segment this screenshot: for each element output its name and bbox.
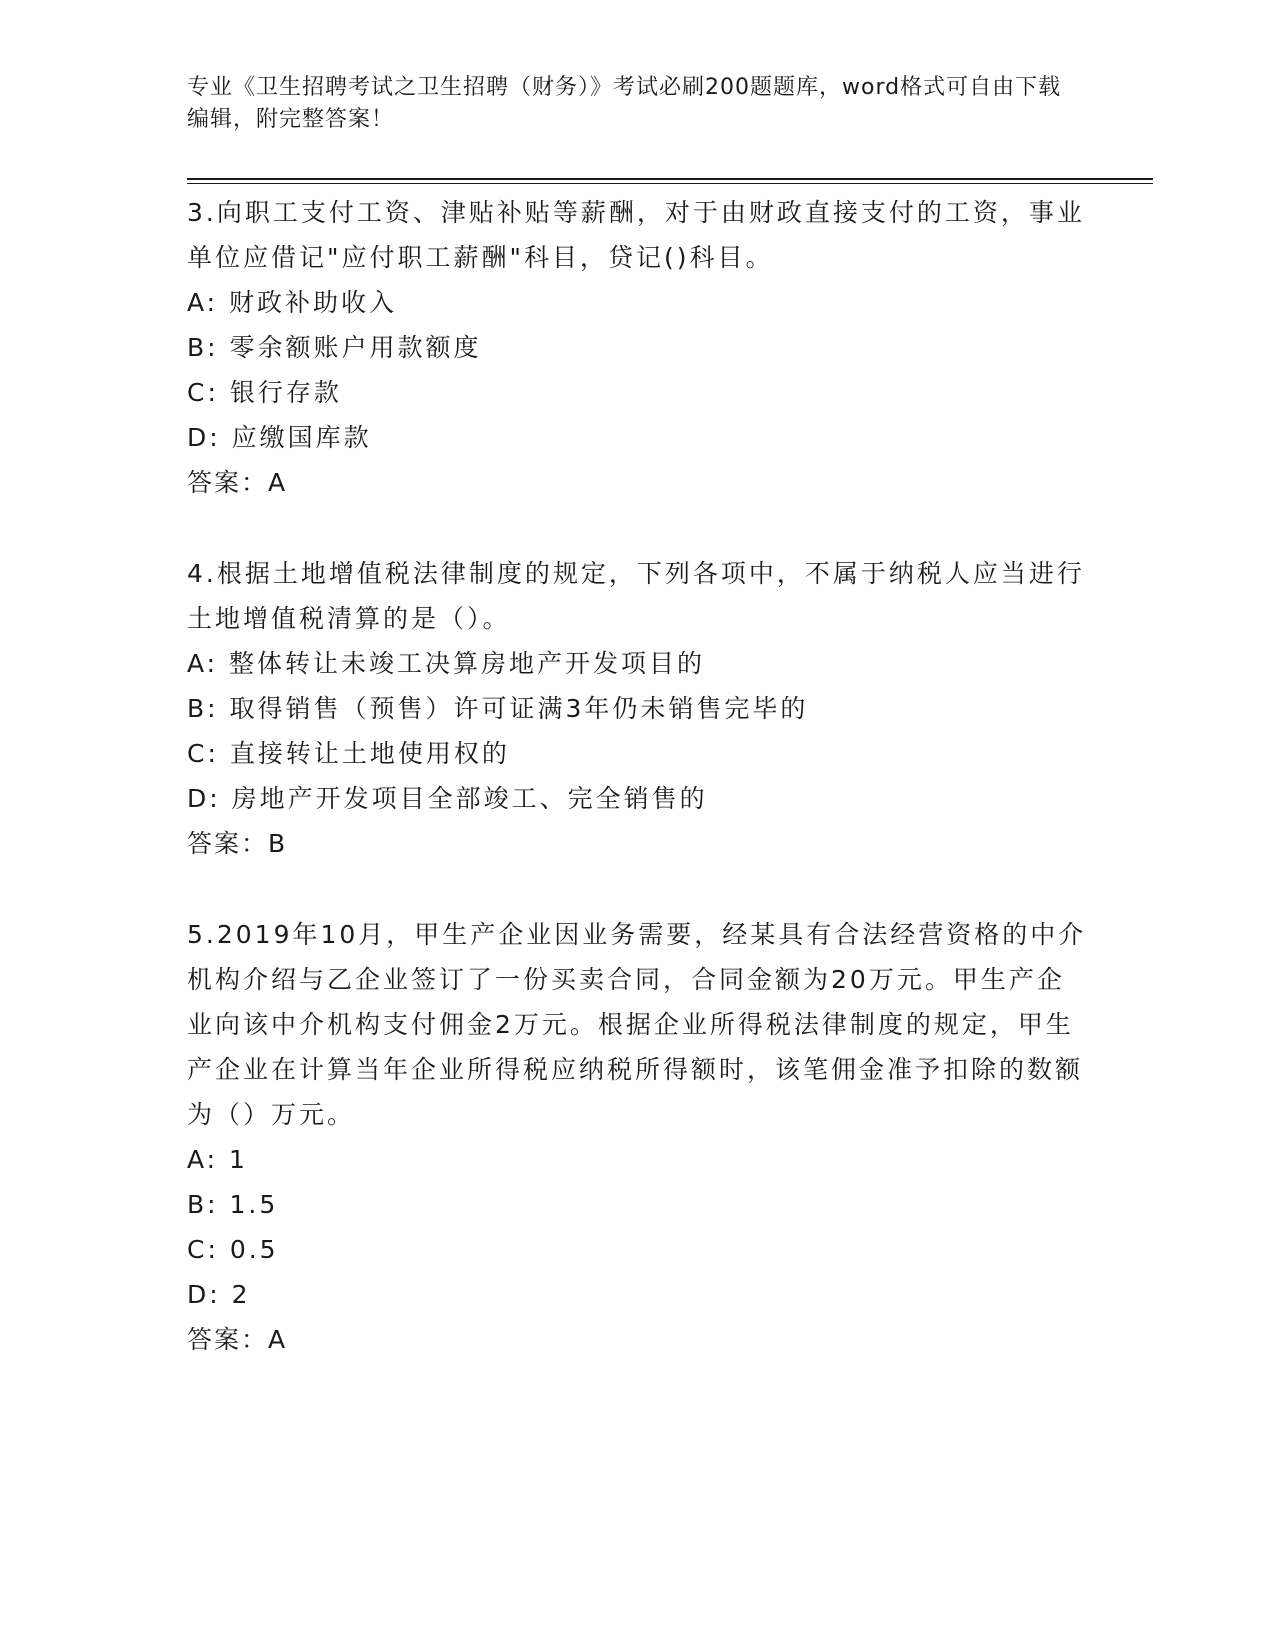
question-stem: 5.2019年10月，甲生产企业因业务需要，经某具有合法经营资格的中介机构介绍与乙企业签订了一份买卖合同，合同金额为20万元。甲生产企业向该中介机构支付佣金2万元。根据企业所得税法律制度的规定，甲生产企业在计算当年企业所得税应纳税所得额时，该笔佣金准予扣除的数额为（）万元。 [187,920,1087,1129]
question-answer: 答案：A [187,1325,288,1354]
option-d: D: 2 [187,1280,251,1309]
question-stem: 4.根据土地增值税法律制度的规定，下列各项中，不属于纳税人应当进行土地增值税清算的是（）。 [187,559,1085,633]
question-stem: 3.向职工支付工资、津贴补贴等薪酬，对于由财政直接支付的工资，事业单位应借记"应付职工薪酬"科目，贷记()科目。 [187,198,1085,272]
option-a: A: 财政补助收入 [187,288,398,317]
document-header: 专业《卫生招聘考试之卫生招聘（财务）》考试必刷200题题库，word格式可自由下载编辑，附完整答案！ [187,75,1062,132]
question-item [187,551,1087,866]
option-c: C: 0.5 [187,1235,279,1264]
question-list [187,190,1087,1408]
option-d: D: 应缴国库款 [187,423,372,452]
option-c: C: 直接转让土地使用权的 [187,739,510,768]
option-c: C: 银行存款 [187,378,342,407]
option-a: A: 1 [187,1145,248,1174]
question-item [187,190,1087,505]
option-b: B: 1.5 [187,1190,279,1219]
option-a: A: 整体转让未竣工决算房地产开发项目的 [187,649,706,678]
header-divider-thick [187,178,1153,180]
question-answer: 答案：A [187,468,288,497]
header-divider-thin [187,183,1153,184]
option-b: B: 零余额账户用款额度 [187,333,482,362]
question-answer: 答案：B [187,829,288,858]
question-item [187,912,1087,1362]
option-b: B: 取得销售（预售）许可证满3年仍未销售完毕的 [187,694,809,723]
option-d: D: 房地产开发项目全部竣工、完全销售的 [187,784,708,813]
